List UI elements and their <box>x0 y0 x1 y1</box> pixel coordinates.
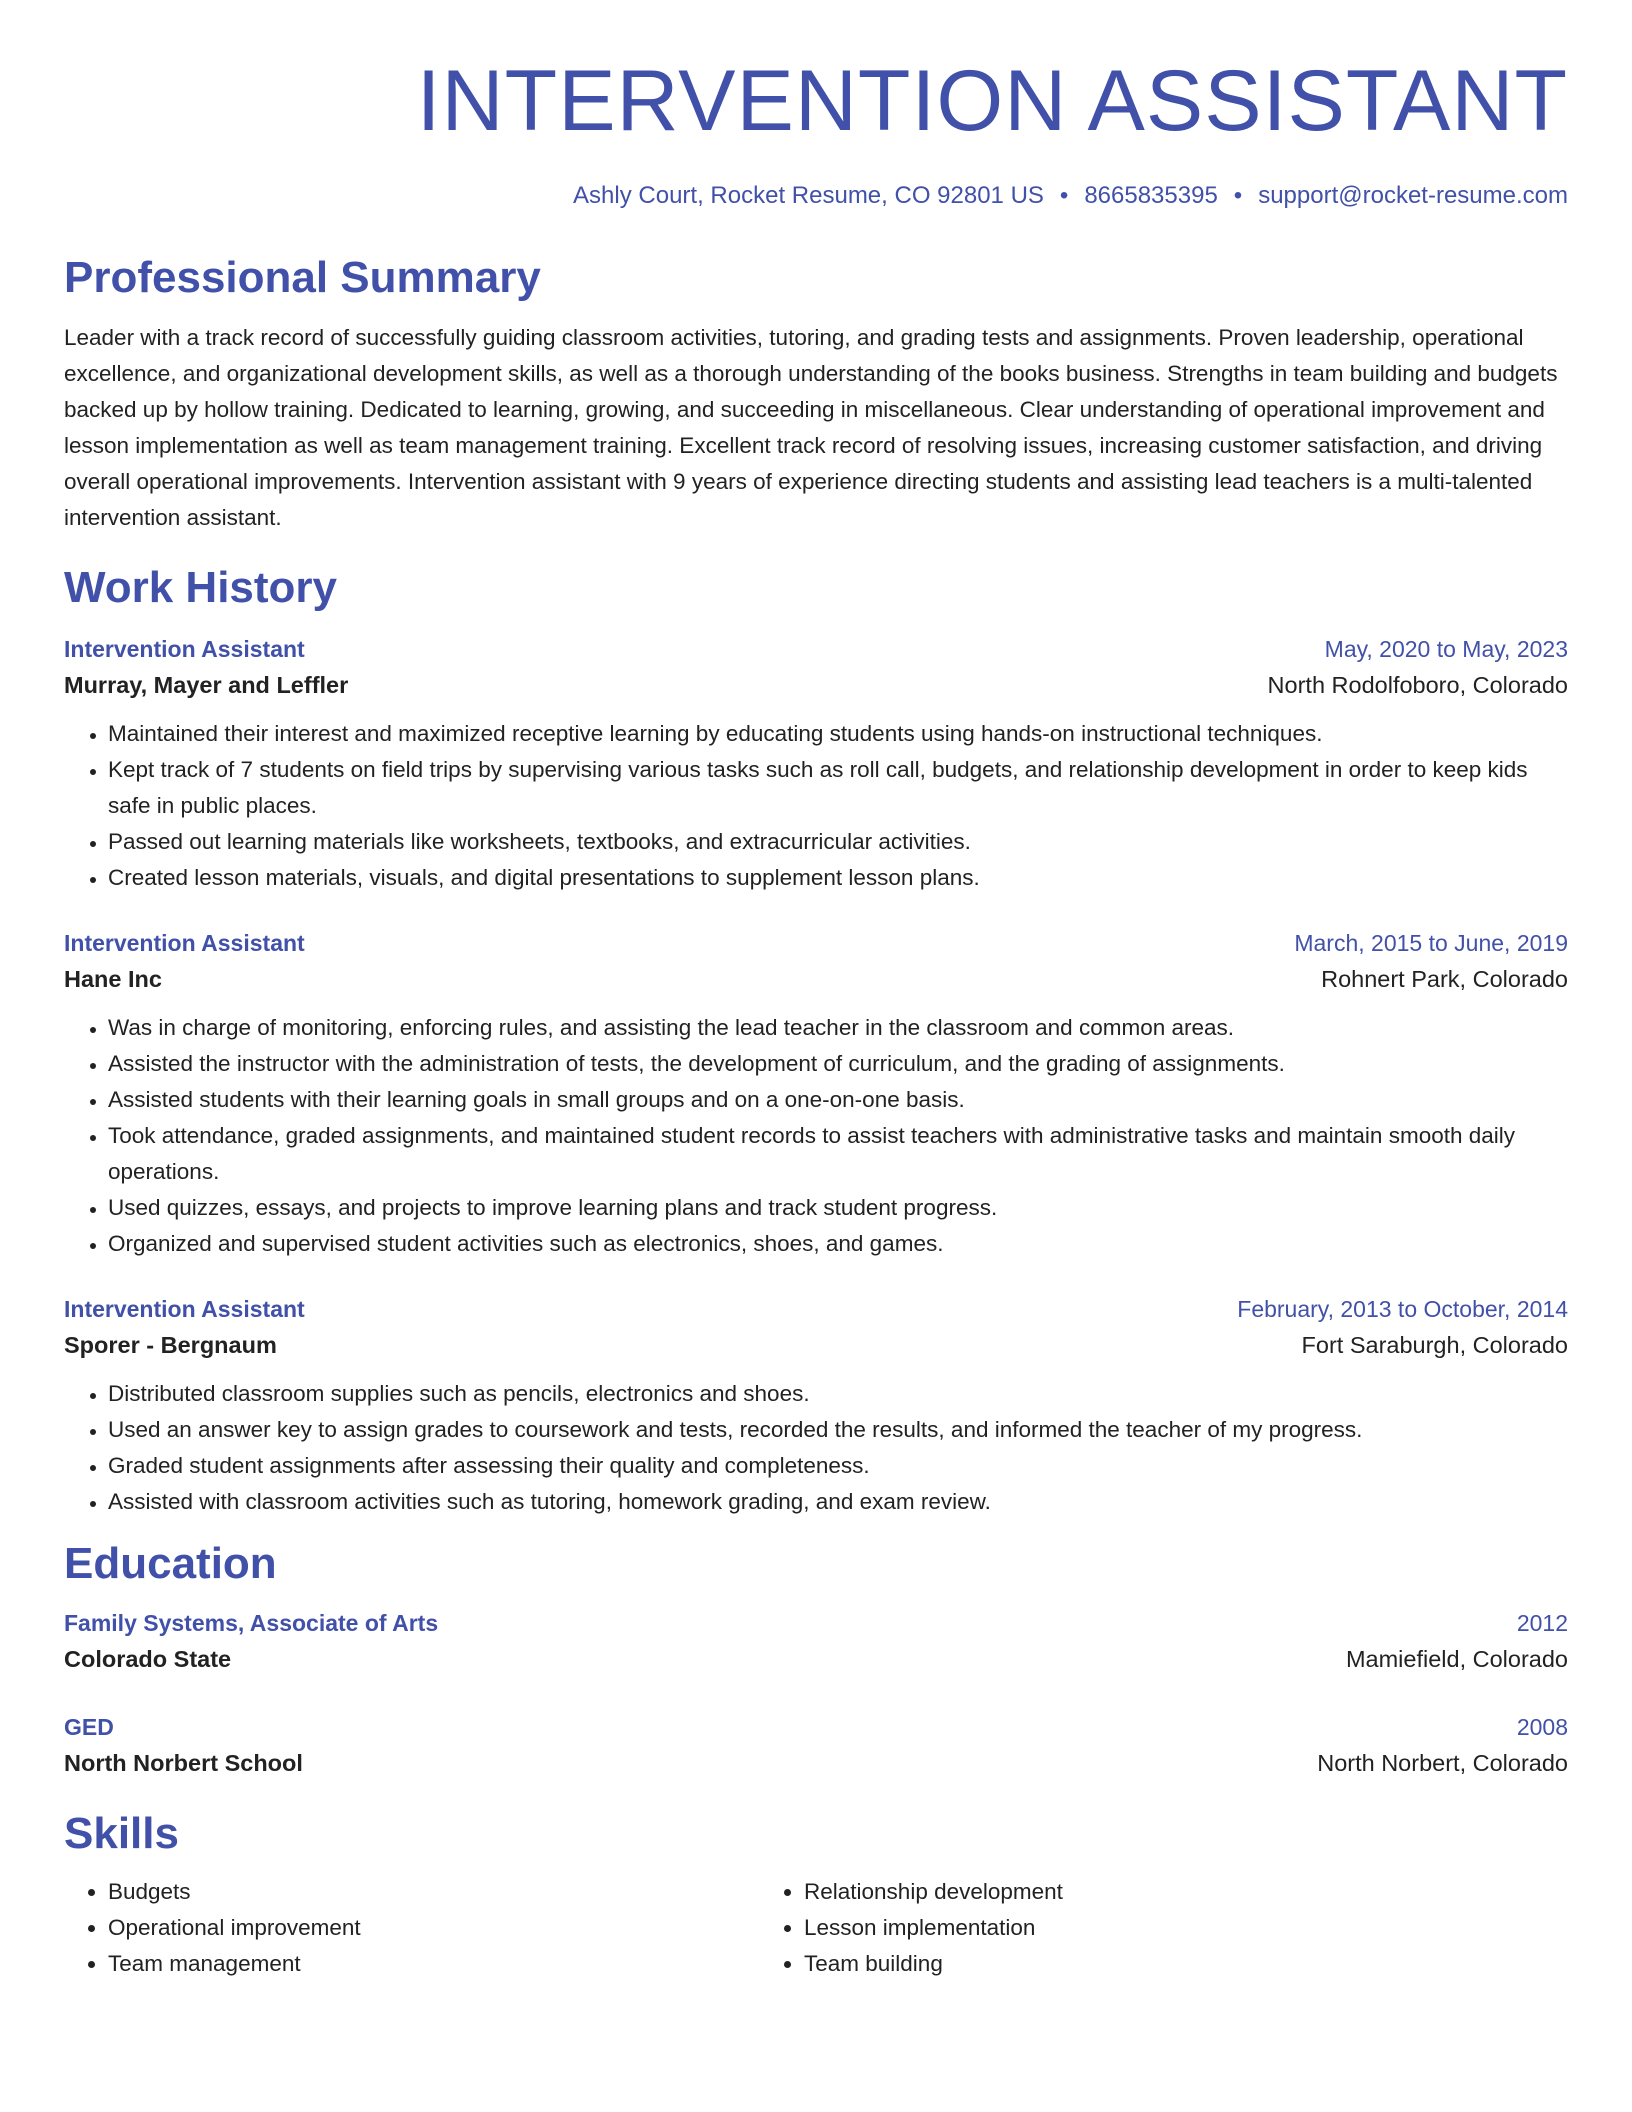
job-bullet: • Was in charge of monitoring, enforcing rules, and assisting the lead teacher in the classroom and common areas. <box>108 1010 1568 1046</box>
job-location: Rohnert Park, Colorado <box>1321 966 1568 992</box>
education-degree: GED <box>64 1714 114 1740</box>
job-bullet: • Used quizzes, essays, and projects to improve learning plans and track student progress. <box>108 1190 1568 1226</box>
job-bullet: • Passed out learning materials like worksheets, textbooks, and extracurricular activities. <box>108 824 1568 860</box>
job-bullets <box>64 1376 1568 1520</box>
education-location: Mamiefield, Colorado <box>1345 1646 1568 1672</box>
skills-column-2 <box>760 1874 1520 1982</box>
job-bullet: • Assisted students with their learning goals in small groups and on a one-on-one basis. <box>108 1082 1568 1118</box>
education-heading: Education <box>64 1539 277 1588</box>
job-bullet: • Used an answer key to assign grades to coursework and tests, recorded the results, and informed the teacher of my progress. <box>108 1412 1568 1448</box>
education-school: Colorado State <box>64 1646 232 1672</box>
skill-item: • Budgets <box>108 1874 760 1910</box>
skills-column-1 <box>64 1874 760 1982</box>
job-bullet: • Assisted with classroom activities such as tutoring, homework grading, and exam review. <box>108 1484 1568 1520</box>
job-bullet: • Distributed classroom supplies such as pencils, electronics and shoes. <box>108 1376 1568 1412</box>
job-entry <box>64 1292 1568 1520</box>
job-entry <box>64 926 1568 1262</box>
skills-heading: Skills <box>64 1809 179 1858</box>
education-year: 2008 <box>1516 1714 1568 1740</box>
education-school: North Norbert School <box>64 1750 303 1776</box>
contact-separator: • <box>1059 182 1069 209</box>
job-location: North Rodolfoboro, Colorado <box>1267 672 1568 698</box>
job-dates: May, 2020 to May, 2023 <box>1324 636 1568 662</box>
education-location: North Norbert, Colorado <box>1317 1750 1568 1776</box>
job-company: Sporer - Bergnaum <box>64 1332 277 1358</box>
education-section <box>64 1538 1568 1782</box>
skill-item: • Lesson implementation <box>804 1910 1520 1946</box>
job-bullet: • Assisted the instructor with the administration of tests, the development of curriculum, and the grading of assignments. <box>108 1046 1568 1082</box>
job-bullets <box>64 716 1568 896</box>
education-degree: Family Systems, Associate of Arts <box>64 1610 439 1636</box>
job-company: Hane Inc <box>64 966 162 992</box>
skills-section <box>64 1808 1568 1982</box>
job-bullets <box>64 1010 1568 1262</box>
job-bullet: • Maintained their interest and maximized receptive learning by educating students using hands-on instructional techniques. <box>108 716 1568 752</box>
education-entry <box>64 1606 1568 1678</box>
skills-columns <box>64 1874 1568 1982</box>
contact-separator: • <box>1233 182 1243 209</box>
job-entry <box>64 632 1568 896</box>
job-position: Intervention Assistant <box>64 1296 305 1322</box>
job-bullet: • Organized and supervised student activities such as electronics, shoes, and games. <box>108 1226 1568 1262</box>
skill-item: • Operational improvement <box>108 1910 760 1946</box>
contact-phone: 8665835395 <box>1084 182 1218 209</box>
skill-item: • Team building <box>804 1946 1520 1982</box>
job-bullet: • Took attendance, graded assignments, and maintained student records to assist teachers with administrative tasks and maintain smooth daily operations. <box>108 1118 1568 1190</box>
job-bullet: • Kept track of 7 students on field trips by supervising various tasks such as roll call, budgets, and relationship development in order to keep kids safe in public places. <box>108 752 1568 824</box>
skill-item: • Relationship development <box>804 1874 1520 1910</box>
job-company: Murray, Mayer and Leffler <box>64 672 349 698</box>
work-history-heading: Work History <box>64 563 338 612</box>
job-dates: February, 2013 to October, 2014 <box>1237 1296 1568 1322</box>
education-entry <box>64 1710 1568 1782</box>
education-year: 2012 <box>1516 1610 1568 1636</box>
job-position: Intervention Assistant <box>64 636 305 662</box>
summary-heading: Professional Summary <box>64 253 541 302</box>
job-dates: March, 2015 to June, 2019 <box>1294 930 1568 956</box>
work-history-section <box>64 562 1568 1520</box>
summary-text: Leader with a track record of successfully guiding classroom activities, tutoring, and grading tests and assignments. Proven leadership, operational excellence, and organizational development skills, as well as a thorough understanding of the books business. Strengths in team building and budgets backed up by hollow training. Dedicated to learning, growing, and succeeding in miscellaneous. Clear understanding of operational improvement and lesson implementation as well as team management training. Excellent track record of resolving issues, increasing customer satisfaction, and driving overall operational improvements. Intervention assistant with 9 years of experience directing students and assisting lead teachers is a multi-talented intervention assistant. <box>64 325 1558 530</box>
job-position: Intervention Assistant <box>64 930 305 956</box>
job-bullet: • Created lesson materials, visuals, and digital presentations to supplement lesson plans. <box>108 860 1568 896</box>
contact-address: Ashly Court, Rocket Resume, CO 92801 US <box>573 182 1044 209</box>
contact-line <box>64 180 1568 212</box>
skill-item: • Team management <box>108 1946 760 1982</box>
contact-email: support@rocket-resume.com <box>1258 182 1568 209</box>
job-location: Fort Saraburgh, Colorado <box>1301 1332 1568 1358</box>
job-bullet: • Graded student assignments after assessing their quality and completeness. <box>108 1448 1568 1484</box>
resume-name-title: INTERVENTION ASSISTANT <box>416 53 1568 149</box>
summary-section <box>64 252 1568 536</box>
